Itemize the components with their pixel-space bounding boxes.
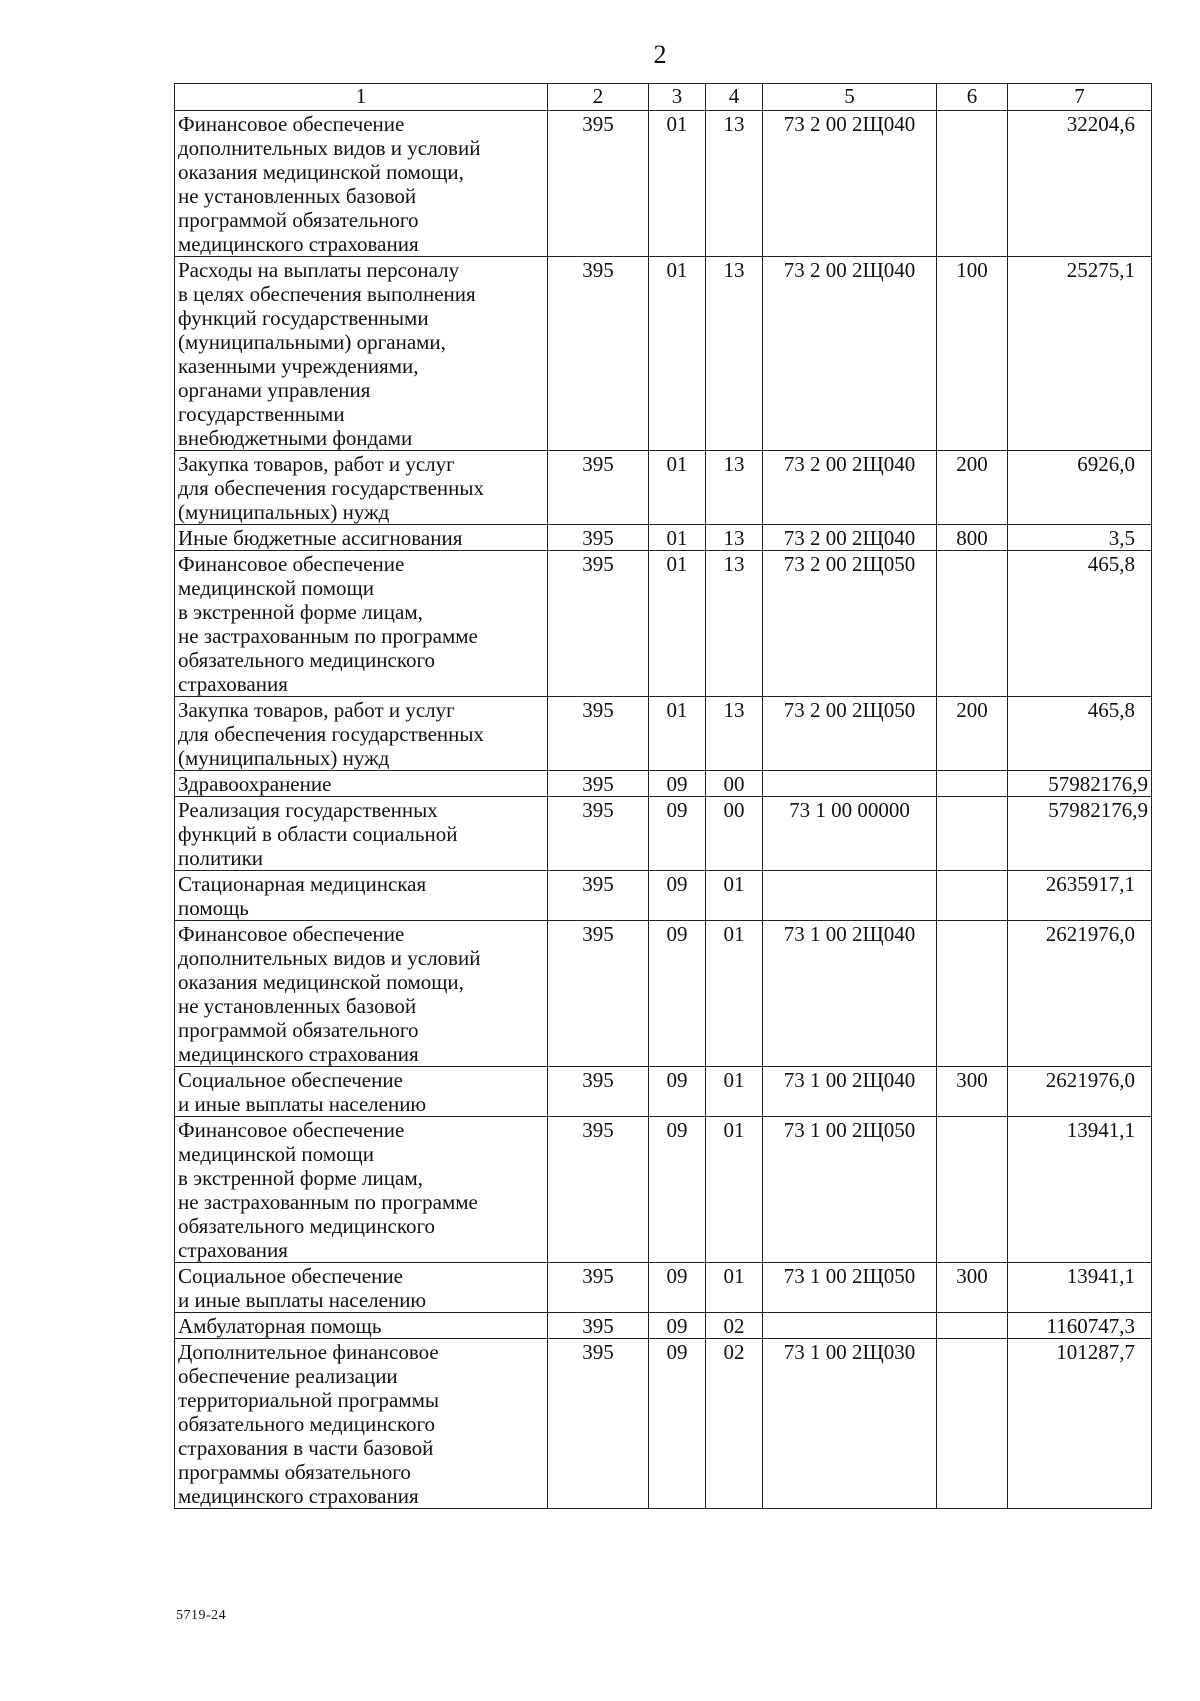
ministry-code-cell: 395 [548, 921, 649, 1067]
section-code-cell: 01 [649, 257, 706, 451]
subsection-code-cell: 13 [706, 551, 763, 697]
row-name-cell: Реализация государственных функций в области социальной политики [175, 797, 548, 871]
amount-cell: 3,5 [1008, 525, 1152, 551]
table-row [175, 257, 1152, 451]
expense-type-cell [937, 871, 1008, 921]
expense-type-cell [937, 551, 1008, 697]
amount-cell: 57982176,9 [1008, 771, 1152, 797]
table-header-row [175, 84, 1152, 111]
ministry-code-cell: 395 [548, 697, 649, 771]
section-code-cell: 09 [649, 1067, 706, 1117]
ministry-code-cell: 395 [548, 551, 649, 697]
target-article-cell [763, 771, 937, 797]
ministry-code-cell: 395 [548, 451, 649, 525]
subsection-code-cell: 02 [706, 1339, 763, 1509]
table-row [175, 111, 1152, 257]
expense-type-cell: 800 [937, 525, 1008, 551]
expense-type-cell [937, 1117, 1008, 1263]
amount-cell: 6926,0 [1008, 451, 1152, 525]
subsection-code-cell: 01 [706, 921, 763, 1067]
section-code-cell: 09 [649, 1263, 706, 1313]
ministry-code-cell: 395 [548, 1263, 649, 1313]
budget-table [174, 83, 1152, 1509]
amount-cell: 57982176,9 [1008, 797, 1152, 871]
ministry-code-cell: 395 [548, 871, 649, 921]
subsection-code-cell: 00 [706, 797, 763, 871]
column-header: 5 [763, 84, 937, 111]
row-name-cell: Социальное обеспечение и иные выплаты населению [175, 1263, 548, 1313]
column-header: 3 [649, 84, 706, 111]
section-code-cell: 01 [649, 525, 706, 551]
target-article-cell: 73 2 00 2Щ040 [763, 111, 937, 257]
subsection-code-cell: 01 [706, 1263, 763, 1313]
expense-type-cell: 200 [937, 451, 1008, 525]
row-name-cell: Стационарная медицинская помощь [175, 871, 548, 921]
amount-cell: 13941,1 [1008, 1117, 1152, 1263]
expense-type-cell: 100 [937, 257, 1008, 451]
section-code-cell: 01 [649, 111, 706, 257]
subsection-code-cell: 01 [706, 871, 763, 921]
target-article-cell: 73 2 00 2Щ050 [763, 697, 937, 771]
table-row [175, 797, 1152, 871]
ministry-code-cell: 395 [548, 111, 649, 257]
section-code-cell: 09 [649, 1313, 706, 1339]
row-name-cell: Закупка товаров, работ и услуг для обеспечения государственных (муниципальных) нужд [175, 451, 548, 525]
subsection-code-cell: 13 [706, 525, 763, 551]
subsection-code-cell: 00 [706, 771, 763, 797]
page-number: 2 [653, 40, 667, 69]
row-name-cell: Дополнительное финансовое обеспечение реализации территориальной программы обязательного медицинского страхования в части базовой программы обязательного медицинского страхования [175, 1339, 548, 1509]
column-header: 7 [1008, 84, 1152, 111]
subsection-code-cell: 01 [706, 1067, 763, 1117]
section-code-cell: 09 [649, 797, 706, 871]
section-code-cell: 01 [649, 551, 706, 697]
ministry-code-cell: 395 [548, 771, 649, 797]
expense-type-cell [937, 797, 1008, 871]
ministry-code-cell: 395 [548, 1339, 649, 1509]
target-article-cell: 73 2 00 2Щ040 [763, 257, 937, 451]
expense-type-cell: 300 [937, 1263, 1008, 1313]
ministry-code-cell: 395 [548, 257, 649, 451]
table-row [175, 551, 1152, 697]
amount-cell: 13941,1 [1008, 1263, 1152, 1313]
subsection-code-cell: 13 [706, 697, 763, 771]
section-code-cell: 09 [649, 921, 706, 1067]
amount-cell: 25275,1 [1008, 257, 1152, 451]
target-article-cell: 73 1 00 2Щ030 [763, 1339, 937, 1509]
target-article-cell: 73 1 00 2Щ040 [763, 921, 937, 1067]
table-row [175, 1339, 1152, 1509]
section-code-cell: 09 [649, 1117, 706, 1263]
expense-type-cell [937, 111, 1008, 257]
table-row [175, 921, 1152, 1067]
amount-cell: 101287,7 [1008, 1339, 1152, 1509]
section-code-cell: 09 [649, 771, 706, 797]
table-row [175, 1313, 1152, 1339]
table-row [175, 1117, 1152, 1263]
column-header: 2 [548, 84, 649, 111]
subsection-code-cell: 01 [706, 1117, 763, 1263]
target-article-cell: 73 2 00 2Щ040 [763, 525, 937, 551]
amount-cell: 465,8 [1008, 551, 1152, 697]
subsection-code-cell: 13 [706, 451, 763, 525]
section-code-cell: 09 [649, 1339, 706, 1509]
table-row [175, 525, 1152, 551]
table-row [175, 1067, 1152, 1117]
target-article-cell: 73 2 00 2Щ040 [763, 451, 937, 525]
row-name-cell: Финансовое обеспечение дополнительных видов и условий оказания медицинской помощи, не установленных базовой программой обязательного медицинского страхования [175, 111, 548, 257]
row-name-cell: Расходы на выплаты персоналу в целях обеспечения выполнения функций государственными (муниципальными) органами, казенными учреждениями, органами управления государственными внебюджетными фондами [175, 257, 548, 451]
subsection-code-cell: 02 [706, 1313, 763, 1339]
expense-type-cell [937, 1313, 1008, 1339]
ministry-code-cell: 395 [548, 1117, 649, 1263]
subsection-code-cell: 13 [706, 257, 763, 451]
ministry-code-cell: 395 [548, 525, 649, 551]
row-name-cell: Финансовое обеспечение медицинской помощи в экстренной форме лицам, не застрахованным по программе обязательного медицинского страхования [175, 1117, 548, 1263]
document-code: 5719-24 [176, 1608, 227, 1623]
table-row [175, 1263, 1152, 1313]
amount-cell: 2635917,1 [1008, 871, 1152, 921]
row-name-cell: Амбулаторная помощь [175, 1313, 548, 1339]
ministry-code-cell: 395 [548, 1313, 649, 1339]
amount-cell: 2621976,0 [1008, 1067, 1152, 1117]
amount-cell: 32204,6 [1008, 111, 1152, 257]
row-name-cell: Финансовое обеспечение медицинской помощи в экстренной форме лицам, не застрахованным по программе обязательного медицинского страхования [175, 551, 548, 697]
column-header: 6 [937, 84, 1008, 111]
expense-type-cell [937, 921, 1008, 1067]
amount-cell: 2621976,0 [1008, 921, 1152, 1067]
expense-type-cell [937, 771, 1008, 797]
row-name-cell: Закупка товаров, работ и услуг для обеспечения государственных (муниципальных) нужд [175, 697, 548, 771]
target-article-cell: 73 1 00 2Щ040 [763, 1067, 937, 1117]
table-row [175, 771, 1152, 797]
row-name-cell: Здравоохранение [175, 771, 548, 797]
expense-type-cell [937, 1339, 1008, 1509]
ministry-code-cell: 395 [548, 1067, 649, 1117]
section-code-cell: 01 [649, 697, 706, 771]
expense-type-cell: 300 [937, 1067, 1008, 1117]
target-article-cell [763, 871, 937, 921]
row-name-cell: Социальное обеспечение и иные выплаты населению [175, 1067, 548, 1117]
table-row [175, 697, 1152, 771]
target-article-cell: 73 2 00 2Щ050 [763, 551, 937, 697]
ministry-code-cell: 395 [548, 797, 649, 871]
target-article-cell [763, 1313, 937, 1339]
column-header: 1 [175, 84, 548, 111]
table-row [175, 451, 1152, 525]
row-name-cell: Иные бюджетные ассигнования [175, 525, 548, 551]
subsection-code-cell: 13 [706, 111, 763, 257]
expense-type-cell: 200 [937, 697, 1008, 771]
target-article-cell: 73 1 00 00000 [763, 797, 937, 871]
amount-cell: 1160747,3 [1008, 1313, 1152, 1339]
section-code-cell: 09 [649, 871, 706, 921]
amount-cell: 465,8 [1008, 697, 1152, 771]
column-header: 4 [706, 84, 763, 111]
section-code-cell: 01 [649, 451, 706, 525]
target-article-cell: 73 1 00 2Щ050 [763, 1117, 937, 1263]
target-article-cell: 73 1 00 2Щ050 [763, 1263, 937, 1313]
row-name-cell: Финансовое обеспечение дополнительных видов и условий оказания медицинской помощи, не установленных базовой программой обязательного медицинского страхования [175, 921, 548, 1067]
table-row [175, 871, 1152, 921]
